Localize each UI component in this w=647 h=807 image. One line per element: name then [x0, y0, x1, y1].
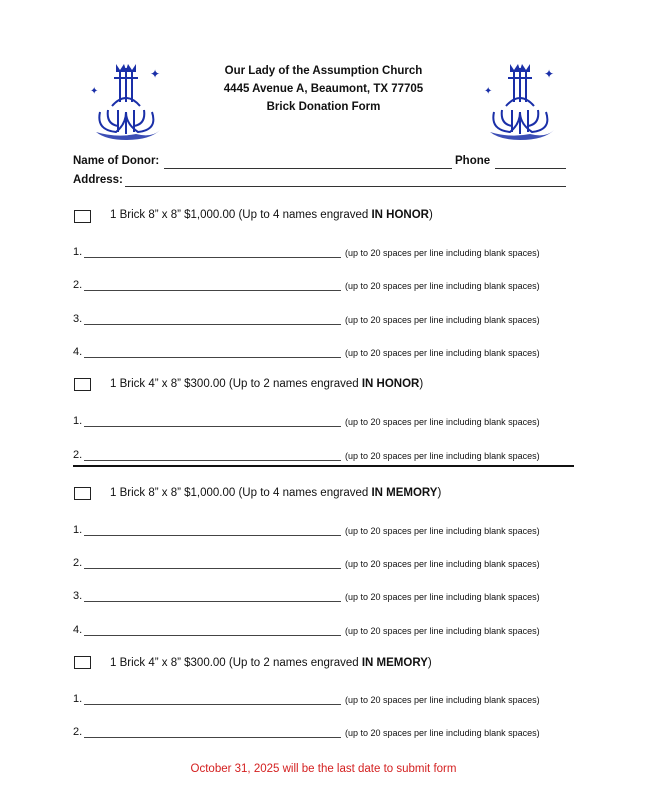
line-note: (up to 20 spaces per line including blank spaces)	[345, 315, 540, 325]
svg-text:✦: ✦	[90, 86, 99, 97]
svg-text:✦: ✦	[484, 86, 493, 97]
name-line-field[interactable]	[84, 737, 341, 738]
name-line-field[interactable]	[84, 290, 341, 291]
option-label-honor-4x8	[110, 378, 423, 390]
deadline-notice: October 31, 2025 will be the last date to submit form	[190, 763, 457, 775]
option-checkbox-memory-4x8[interactable]	[74, 656, 91, 669]
line-note: (up to 20 spaces per line including blank spaces)	[345, 695, 540, 705]
line-number: 4.	[73, 624, 83, 636]
line-number: 2.	[73, 557, 83, 569]
line-number: 2.	[73, 449, 83, 461]
option-type-text: IN HONOR	[361, 378, 420, 390]
option-close-text: )	[427, 657, 432, 669]
line-number: 2.	[73, 279, 83, 291]
name-line-field[interactable]	[84, 635, 341, 636]
name-line-field[interactable]	[84, 257, 341, 258]
line-number: 1.	[73, 415, 83, 427]
line-number: 1.	[73, 524, 83, 536]
option-type-text: IN MEMORY	[361, 657, 428, 669]
line-note: (up to 20 spaces per line including blank spaces)	[345, 728, 540, 738]
section-divider	[73, 465, 574, 467]
line-note: (up to 20 spaces per line including blank spaces)	[345, 451, 540, 461]
address-field[interactable]	[125, 186, 566, 187]
svg-text:✦: ✦	[544, 67, 555, 81]
line-note: (up to 20 spaces per line including blank spaces)	[345, 348, 540, 358]
church-address: 4445 Avenue A, Beaumont, TX 77705	[223, 83, 424, 95]
option-close-text: )	[428, 209, 433, 221]
line-number: 2.	[73, 726, 83, 738]
name-line-field[interactable]	[84, 426, 341, 427]
option-label-memory-8x8	[110, 487, 441, 499]
phone-label: Phone	[455, 155, 491, 167]
donor-name-label: Name of Donor:	[73, 155, 160, 167]
donor-name-field[interactable]	[164, 168, 452, 169]
name-line-field[interactable]	[84, 535, 341, 536]
line-number: 4.	[73, 346, 83, 358]
option-close-text: )	[419, 378, 424, 390]
line-note: (up to 20 spaces per line including blank spaces)	[345, 626, 540, 636]
line-note: (up to 20 spaces per line including blank spaces)	[345, 417, 540, 427]
line-note: (up to 20 spaces per line including blank spaces)	[345, 526, 540, 536]
option-close-text: )	[437, 487, 442, 499]
name-line-field[interactable]	[84, 460, 341, 461]
option-checkbox-honor-8x8[interactable]	[74, 210, 91, 223]
option-size-text: 1 Brick 4” x 8” $300.00 (Up to 2 names engraved	[110, 657, 362, 669]
option-size-text: 1 Brick 8” x 8” $1,000.00 (Up to 4 names engraved	[110, 487, 372, 499]
line-note: (up to 20 spaces per line including blank spaces)	[345, 281, 540, 291]
name-line-field[interactable]	[84, 357, 341, 358]
line-note: (up to 20 spaces per line including blank spaces)	[345, 559, 540, 569]
option-type-text: IN HONOR	[371, 209, 429, 221]
option-checkbox-memory-8x8[interactable]	[74, 487, 91, 500]
svg-text:✦: ✦	[150, 67, 161, 81]
church-name: Our Lady of the Assumption Church	[224, 65, 423, 77]
name-line-field[interactable]	[84, 324, 341, 325]
line-note: (up to 20 spaces per line including blank spaces)	[345, 248, 540, 258]
option-size-text: 1 Brick 8” x 8” $1,000.00 (Up to 4 names engraved	[110, 209, 372, 221]
option-checkbox-honor-4x8[interactable]	[74, 378, 91, 391]
line-note: (up to 20 spaces per line including blank spaces)	[345, 592, 540, 602]
line-number: 3.	[73, 313, 83, 325]
option-label-memory-4x8	[110, 657, 432, 669]
option-size-text: 1 Brick 4” x 8” $300.00 (Up to 2 names engraved	[110, 378, 362, 390]
name-line-field[interactable]	[84, 704, 341, 705]
line-number: 1.	[73, 246, 83, 258]
line-number: 1.	[73, 693, 83, 705]
phone-field[interactable]	[495, 168, 566, 169]
address-label: Address:	[73, 174, 123, 186]
line-number: 3.	[73, 590, 83, 602]
name-line-field[interactable]	[84, 601, 341, 602]
form-title: Brick Donation Form	[266, 101, 381, 113]
name-line-field[interactable]	[84, 568, 341, 569]
option-type-text: IN MEMORY	[371, 487, 438, 499]
option-label-honor-8x8	[110, 209, 433, 221]
